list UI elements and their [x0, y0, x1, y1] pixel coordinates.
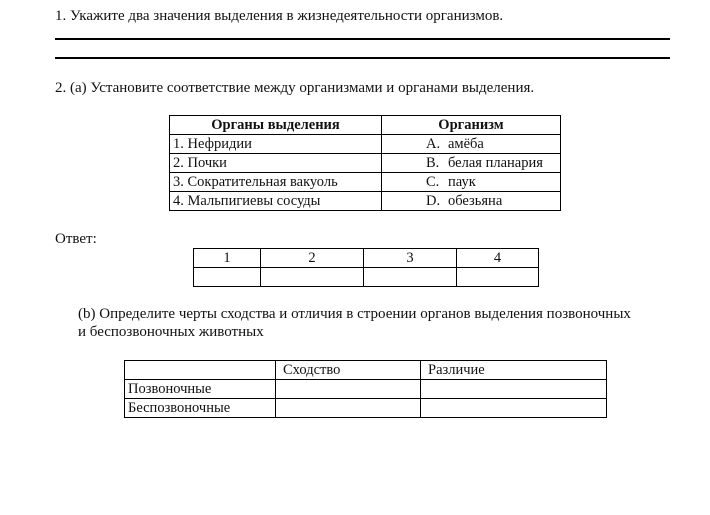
answer-cell-2[interactable] [261, 268, 364, 287]
row-label: Позвоночные [125, 380, 276, 399]
organ-cell: 4. Мальпигиевы сосуды [170, 192, 382, 211]
table-row [170, 192, 561, 211]
difference-cell[interactable] [421, 380, 607, 399]
table-row [170, 173, 561, 192]
difference-cell[interactable] [421, 399, 607, 418]
organism-cell: C. паук [382, 173, 561, 192]
organism-cell: A. амёба [382, 135, 561, 154]
table-row [125, 380, 607, 399]
header-difference: Различие [421, 361, 607, 380]
answer-cell-3[interactable] [364, 268, 457, 287]
similarity-cell[interactable] [276, 380, 421, 399]
question-2b-line2: и беспозвоночных животных [78, 324, 264, 340]
organism-cell: B. белая планария [382, 154, 561, 173]
answer-cell-1[interactable] [194, 268, 261, 287]
answer-col-header: 1 [194, 249, 261, 268]
table-row [170, 154, 561, 173]
question-2b-line1: (b) Определите черты сходства и отличия в строении органов выделения позвоночных [78, 306, 631, 322]
answer-cell-4[interactable] [457, 268, 539, 287]
answer-line-1 [55, 38, 670, 40]
answer-label: Ответ: [55, 231, 97, 247]
row-label: Беспозвоночные [125, 399, 276, 418]
similarity-cell[interactable] [276, 399, 421, 418]
matching-table [169, 115, 561, 211]
question-2a: 2. (a) Установите соответствие между организмами и органами выделения. [55, 80, 535, 96]
comparison-corner-cell [125, 361, 276, 380]
organ-cell: 1. Нефридии [170, 135, 382, 154]
organ-cell: 3. Сократительная вакуоль [170, 173, 382, 192]
organ-cell: 2. Почки [170, 154, 382, 173]
comparison-table [124, 360, 607, 418]
answer-col-header: 3 [364, 249, 457, 268]
answer-col-header: 2 [261, 249, 364, 268]
table-row [170, 135, 561, 154]
answer-line-2 [55, 57, 670, 59]
organism-cell: D. обезьяна [382, 192, 561, 211]
answer-col-header: 4 [457, 249, 539, 268]
answer-table [193, 248, 539, 287]
header-similarity: Сходство [276, 361, 421, 380]
table-row [125, 399, 607, 418]
header-organism: Организм [382, 116, 561, 135]
question-1: 1. Укажите два значения выделения в жизнедеятельности организмов. [55, 8, 504, 24]
header-organs: Органы выделения [170, 116, 382, 135]
